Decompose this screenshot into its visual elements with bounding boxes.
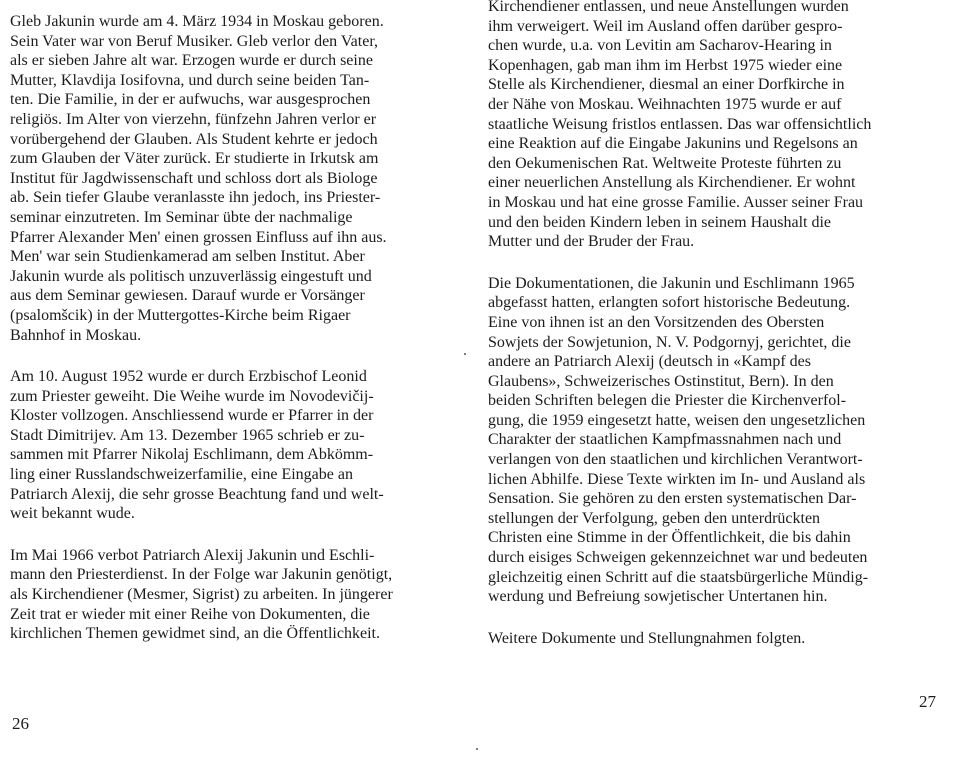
scan-speck bbox=[476, 748, 478, 750]
text-line: Mutter, Klavdija Iosifovna, und durch seine beiden Tan- bbox=[10, 71, 370, 89]
text-line: ihm verweigert. Weil im Ausland offen darüber gespro- bbox=[488, 17, 843, 35]
text-line: ten. Die Familie, in der er aufwuchs, war ausgesprochen bbox=[10, 91, 371, 109]
paragraph bbox=[488, 274, 944, 607]
left-text-column bbox=[10, 12, 458, 666]
page-number: 27 bbox=[919, 692, 936, 711]
text-line: Sowjets der Sowjetunion, N. V. Podgornyj, gerichtet, die bbox=[488, 333, 851, 351]
text-line: Im Mai 1966 verbot Patriarch Alexij Jakunin und Eschli- bbox=[10, 546, 375, 564]
right-text-column bbox=[488, 0, 944, 670]
text-line: gleichzeitig einen Schritt auf die staatsbürgerliche Mündig- bbox=[488, 568, 869, 586]
text-line: Kloster vollzogen. Anschliessend wurde er Pfarrer in der bbox=[10, 407, 374, 425]
text-line: als Kirchendiener (Mesmer, Sigrist) zu arbeiten. In jüngerer bbox=[10, 586, 393, 604]
text-line: in Moskau und hat eine grosse Familie. Ausser seiner Frau bbox=[488, 193, 864, 211]
text-line: Charakter der staatlichen Kampfmassnahmen nach und bbox=[488, 431, 842, 449]
paragraph bbox=[10, 12, 458, 345]
text-line: mann den Priesterdienst. In der Folge war Jakunin genötigt, bbox=[10, 566, 393, 584]
scan-speck bbox=[464, 353, 466, 355]
text-line: Institut für Jagdwissenschaft und schloss dort als Biologe bbox=[10, 169, 378, 187]
text-line: Pfarrer Alexander Men' einen grossen Einfluss auf ihn aus. bbox=[10, 228, 387, 246]
text-line: Stadt Dimitrijev. Am 13. Dezember 1965 schrieb er zu- bbox=[10, 426, 365, 444]
text-line: beiden Schriften belegen die Priester die Kirchenverfol- bbox=[488, 392, 847, 410]
text-line: Stelle als Kirchendiener, diesmal an einer Dorfkirche in bbox=[488, 76, 845, 94]
text-line: Sensation. Sie gehören zu den ersten systematischen Dar- bbox=[488, 490, 857, 508]
text-line: Gleb Jakunin wurde am 4. März 1934 in Moskau geboren. bbox=[10, 13, 384, 30]
text-line: vorübergehend der Glauben. Als Student kehrte er jedoch bbox=[10, 130, 378, 148]
page-number: 26 bbox=[12, 714, 29, 733]
paragraph bbox=[10, 367, 458, 524]
text-line: Glaubens», Schweizerisches Ostinstitut, Bern). In den bbox=[488, 372, 834, 390]
text-line: durch eisiges Schweigen gekennzeichnet war und bedeuten bbox=[488, 549, 868, 567]
text-line: Zeit trat er wieder mit einer Reihe von Dokumenten, die bbox=[10, 605, 370, 623]
text-line: seminar einzutreten. Im Seminar übte der nachmalige bbox=[10, 208, 353, 226]
paragraph bbox=[10, 546, 458, 644]
text-line: Am 10. August 1952 wurde er durch Erzbischof Leonid bbox=[10, 368, 367, 386]
text-line: den Oekumenischen Rat. Weltweite Proteste führten zu bbox=[488, 154, 842, 172]
text-line: chen wurde, u.a. von Levitin am Sacharov-Hearing in bbox=[488, 37, 832, 55]
text-line: weit bekannt wude. bbox=[10, 505, 135, 523]
text-line: Mutter und der Bruder der Frau. bbox=[488, 233, 695, 251]
text-line: kirchlichen Themen gewidmet sind, an die Öffentlichkeit. bbox=[10, 625, 380, 643]
text-line: zum Priester geweiht. Die Weihe wurde im Novodevičij- bbox=[10, 387, 374, 405]
text-line: und den beiden Kindern leben in seinem Haushalt die bbox=[488, 213, 832, 231]
text-line: aus dem Seminar gewiesen. Darauf wurde er Vorsänger bbox=[10, 287, 365, 305]
text-line: stellungen der Verfolgung, geben den unterdrückten bbox=[488, 509, 821, 527]
text-line: Christen eine Stimme in der Öffentlichkeit, die bis dahin bbox=[488, 529, 851, 547]
text-line: Weitere Dokumente und Stellungnahmen folgten. bbox=[488, 629, 806, 647]
text-line: einer neuerlichen Anstellung als Kirchendiener. Er wohnt bbox=[488, 174, 856, 192]
text-line: verlangen von den staatlichen und kirchlichen Verantwort- bbox=[488, 451, 863, 469]
text-line: Jakunin wurde als politisch unzuverlässig eingestuft und bbox=[10, 267, 372, 285]
text-line: als er sieben Jahre alt war. Erzogen wurde er durch seine bbox=[10, 52, 373, 70]
text-line: eine Reaktion auf die Eingabe Jakunins und Regelsons an bbox=[488, 135, 858, 153]
text-line: Eine von ihnen ist an den Vorsitzenden des Obersten bbox=[488, 313, 825, 331]
text-line: religiös. Im Alter von vierzehn, fünfzehn Jahren verlor er bbox=[10, 110, 377, 128]
text-line: Kirchendiener entlassen, und neue Anstellungen wurden bbox=[488, 0, 849, 15]
paragraph bbox=[488, 629, 944, 649]
text-line: lichen Abhilfe. Diese Texte wirkten im In- und Ausland als bbox=[488, 470, 866, 488]
text-line: Bahnhof in Moskau. bbox=[10, 326, 142, 344]
text-line: (psalomšcik) in der Muttergottes-Kirche beim Rigaer bbox=[10, 306, 351, 324]
text-line: gung, die 1959 eingesetzt hatte, weisen den ungesetzlichen bbox=[488, 411, 866, 429]
text-line: ab. Sein tiefer Glaube veranlasste ihn jedoch, ins Priester- bbox=[10, 189, 381, 207]
text-line: der Nähe von Moskau. Weihnachten 1975 wurde er auf bbox=[488, 95, 842, 113]
text-line: sammen mit Pfarrer Nikolaj Eschlimann, dem Abkömm- bbox=[10, 446, 374, 464]
text-line: andere an Patriarch Alexij (deutsch in «Kampf des bbox=[488, 353, 811, 371]
paragraph bbox=[488, 0, 944, 252]
text-line: Men' war sein Studienkamerad am selben Institut. Aber bbox=[10, 248, 365, 266]
text-line: Sein Vater war von Beruf Musiker. Gleb verlor den Vater, bbox=[10, 32, 379, 50]
text-line: zum Glauben der Väter zurück. Er studierte in Irkutsk am bbox=[10, 150, 379, 168]
text-line: Patriarch Alexij, die sehr grosse Beachtung fand und welt- bbox=[10, 485, 384, 503]
text-line: Kopenhagen, gab man ihm im Herbst 1975 wieder eine bbox=[488, 56, 843, 74]
text-line: Die Dokumentationen, die Jakunin und Eschlimann 1965 bbox=[488, 274, 855, 292]
text-line: abgefasst hatten, erlangten sofort historische Bedeutung. bbox=[488, 294, 851, 312]
text-line: werdung und Befreiung sowjetischer Untertanen hin. bbox=[488, 588, 828, 606]
right-page bbox=[478, 0, 956, 759]
text-line: ling einer Russlandschweizerfamilie, eine Eingabe an bbox=[10, 466, 353, 484]
text-line: staatliche Weisung fristlos entlassen. Das war offensichtlich bbox=[488, 115, 872, 133]
